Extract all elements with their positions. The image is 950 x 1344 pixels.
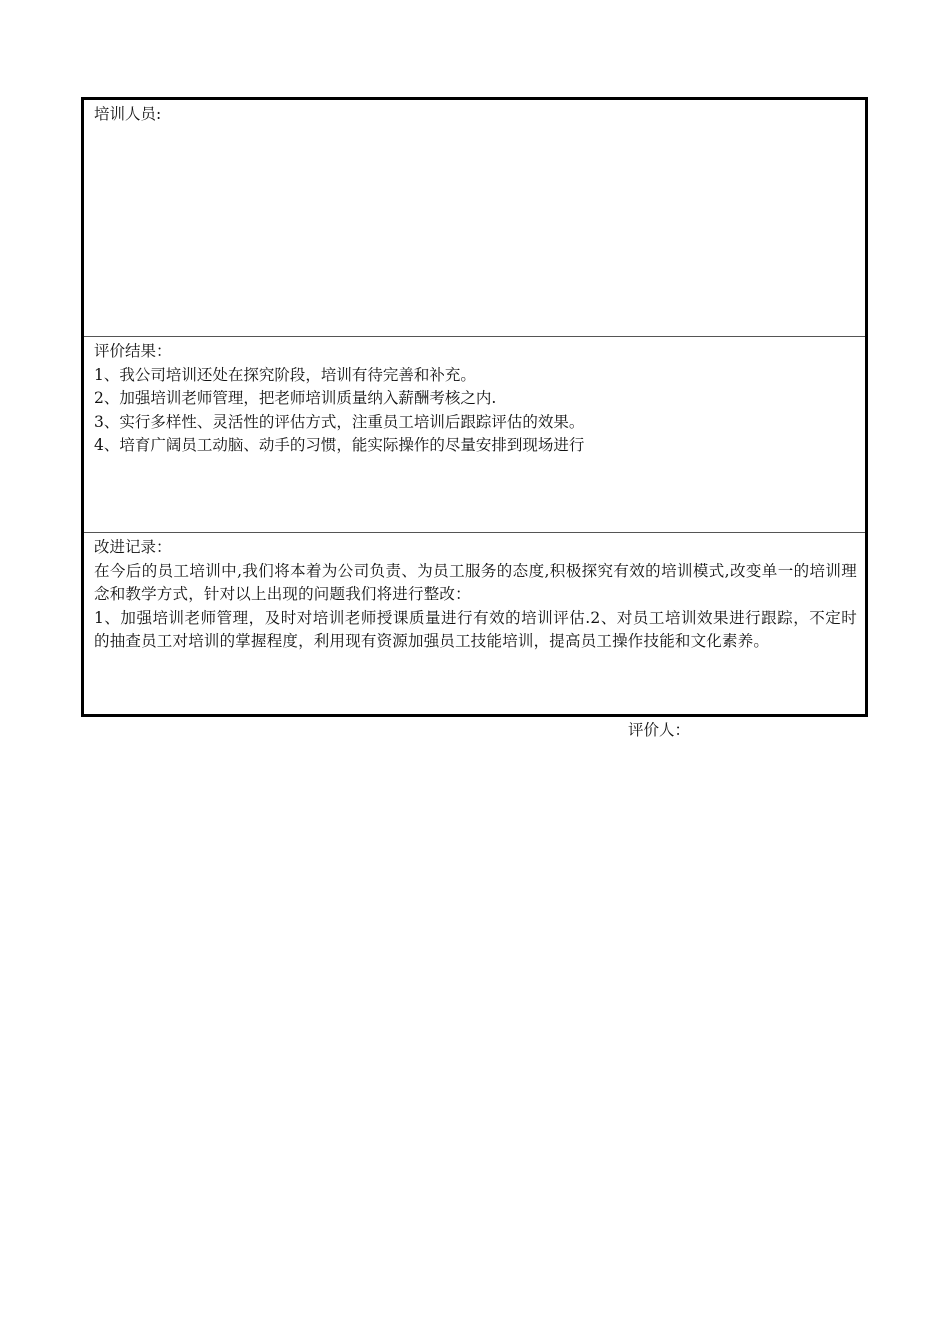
evaluation-result-item: 2、加强培训老师管理，把老师培训质量纳入薪酬考核之内. <box>94 389 497 407</box>
training-evaluation-table <box>81 97 868 717</box>
evaluator-label: 评价人： <box>628 721 691 739</box>
improvement-record-paragraph: 在今后的员工培训中,我们将本着为公司负责、为员工服务的态度,积极探究有效的培训模式,改变单一的培训理念和教学方式，针对以上出现的问题我们将进行整改： <box>94 561 857 603</box>
trainees-section <box>84 100 865 336</box>
improvement-record-section <box>84 532 865 714</box>
trainees-label: 培训人员: <box>94 105 162 123</box>
evaluation-result-item: 4、培育广阔员工动脑、动手的习惯，能实际操作的尽量安排到现场进行 <box>94 436 585 454</box>
evaluation-result-item: 1、我公司培训还处在探究阶段，培训有待完善和补充。 <box>94 365 476 384</box>
evaluation-result-item: 3、实行多样性、灵活性的评估方式，注重员工培训后跟踪评估的效果。 <box>94 412 585 431</box>
improvement-record-label: 改进记录： <box>94 538 172 556</box>
evaluation-result-section <box>84 336 865 532</box>
improvement-record-paragraph: 1、加强培训老师管理，及时对培训老师授课质量进行有效的培训评估.2、对员工培训效果进行跟踪，不定时的抽查员工对培训的掌握程度，利用现有资源加强员工技能培训，提高员工操作技能和文化素养。 <box>94 608 857 650</box>
evaluation-result-label: 评价结果： <box>94 342 172 360</box>
